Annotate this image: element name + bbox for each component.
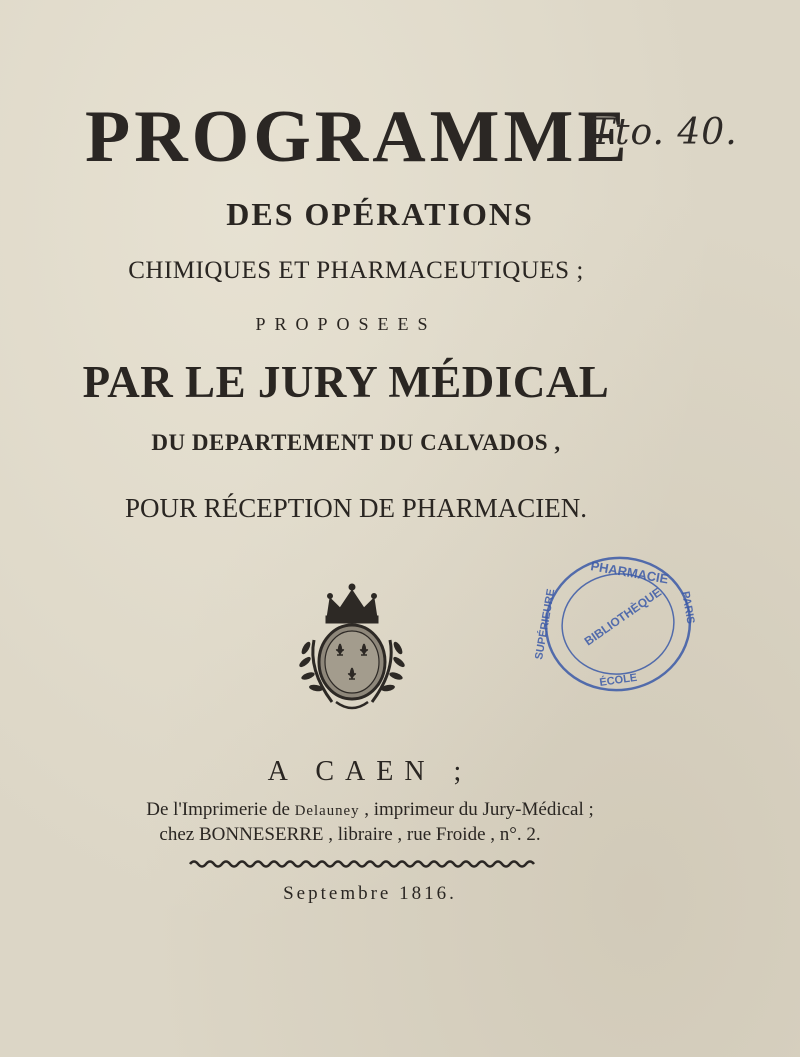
- stamp-text-bottom: ÉCOLE: [598, 671, 638, 689]
- imprint-date-year: 1816.: [391, 883, 457, 904]
- stamp-text-top: PHARMACIE: [589, 558, 670, 587]
- imprint-printer-suffix: , imprimeur du Jury-Médical ;: [359, 799, 594, 820]
- imprint-date-month: Septembre: [283, 883, 392, 904]
- subtitle-jury-medical: PAR LE JURY MÉDICAL: [82, 357, 610, 407]
- imprint-city: A CAEN ;: [267, 756, 473, 787]
- subtitle-chimiques: CHIMIQUES ET PHARMACEUTIQUES ;: [128, 257, 584, 284]
- subtitle-proposees: PROPOSEES: [255, 314, 437, 334]
- imprint-bookseller: chez BONNESERRE , libraire , rue Froide , n°. 2.: [159, 824, 541, 845]
- imprint-printer: [0, 799, 770, 821]
- royal-crest-emblem: [292, 580, 412, 715]
- library-stamp: [533, 548, 698, 696]
- stamp-text-center: BIBLIOTHÈQUE: [581, 584, 664, 649]
- stamp-text-left: SUPÉRIEURE: [533, 587, 558, 661]
- subtitle-operations: DES OPÉRATIONS: [226, 196, 534, 232]
- subtitle-reception: POUR RÉCEPTION DE PHARMACIEN.: [124, 493, 588, 523]
- ornamental-rule: [190, 858, 536, 870]
- stamp-text-right: PARIS: [679, 590, 697, 625]
- imprint-printer-name: Delauney: [294, 803, 360, 819]
- title-programme: PROGRAMME: [85, 96, 631, 178]
- subtitle-departement: DU DEPARTEMENT DU CALVADOS ,: [151, 430, 561, 455]
- handwritten-shelfmark: Tto. 40.: [590, 112, 738, 153]
- imprint-date: [0, 883, 770, 905]
- imprint-printer-prefix: De l'Imprimerie de: [146, 799, 295, 820]
